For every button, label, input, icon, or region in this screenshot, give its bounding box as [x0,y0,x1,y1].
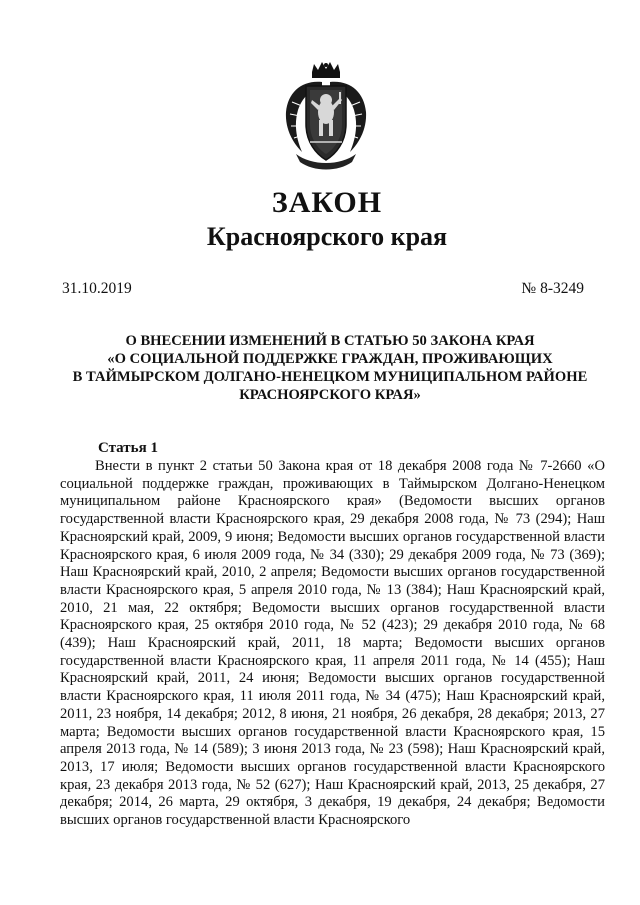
document-date: 31.10.2019 [62,280,132,297]
article-heading: Статья 1 [98,440,158,456]
law-title-line: О ВНЕСЕНИИ ИЗМЕНЕНИЙ В СТАТЬЮ 50 ЗАКОНА КРАЯ [125,333,535,349]
document-region: Красноярского края [206,222,448,251]
document-type: ЗАКОН [271,186,383,219]
law-title-line: «О СОЦИАЛЬНОЙ ПОДДЕРЖКЕ ГРАЖДАН, ПРОЖИВАЮЩИХ [107,351,553,367]
document-number: № 8-3249 [521,280,584,297]
law-title-line: В ТАЙМЫРСКОМ ДОЛГАНО-НЕНЕЦКОМ МУНИЦИПАЛЬНОМ РАЙОНЕ [72,369,588,385]
law-title [50,332,610,404]
article-body: Внести в пункт 2 статьи 50 Закона края от 18 декабря 2008 года № 7-2660 «О социальной поддержке граждан, проживающих в Таймырском Долгано-Ненецком муниципальном районе Красноярского края» (Ведомости высших органов государственной власти Красноярского края, 29 декабря 2008 года, № 73 (294); Наш Красноярский край, 2009, 9 июня; Ведомости высших органов государственной власти Красноярского края, 6 июля 2009 года, № 34 (330); 29 декабря 2009 года, № 73 (369); Наш Красноярский край, 2010, 2 апреля; Ведомости высших органов государственной власти Красноярского края, 5 апреля 2010 года, № 13 (384); Наш Красноярский край, 2010, 21 мая, 22 октября; Ведомости высших органов государственной власти Красноярского края, 25 октября 2010 года, № 52 (423); 29 декабря 2010 года, № 68 (439); Наш Красноярский край, 2011, 18 марта; Ведомости высших органов государственной власти Красноярского края, 11 апреля 2011 года, № 14 (455); Наш Красноярский край, 2011, 24 июня; Ведомости высших органов государственной власти Красноярского края, 11 июля 2011 года, № 34 (475); Наш Красноярский край, 2011, 23 ноября, 14 декабря; 2012, 8 июня, 21 ноября, 26 декабря, 28 декабря; 2013, 27 марта; Ведомости высших органов государственной власти Красноярского края, 15 апреля 2013 года, № 14 (589); 3 июня 2013 года, № 23 (598); Наш Красноярский край, 2013, 17 июля; Ведомости высших органов государственной власти Красноярского края, 23 декабря 2013 года, № 52 (627); Наш Красноярский край, 2013, 25 декабря, 27 декабря; 2014, 26 марта, 29 октября, 3 декабря, 19 декабря, 24 декабря; Ведомости высших органов государственной власти Красноярского [60,458,605,829]
law-title-line: КРАСНОЯРСКОГО КРАЯ» [239,387,421,403]
coat-of-arms-icon [282,62,370,174]
